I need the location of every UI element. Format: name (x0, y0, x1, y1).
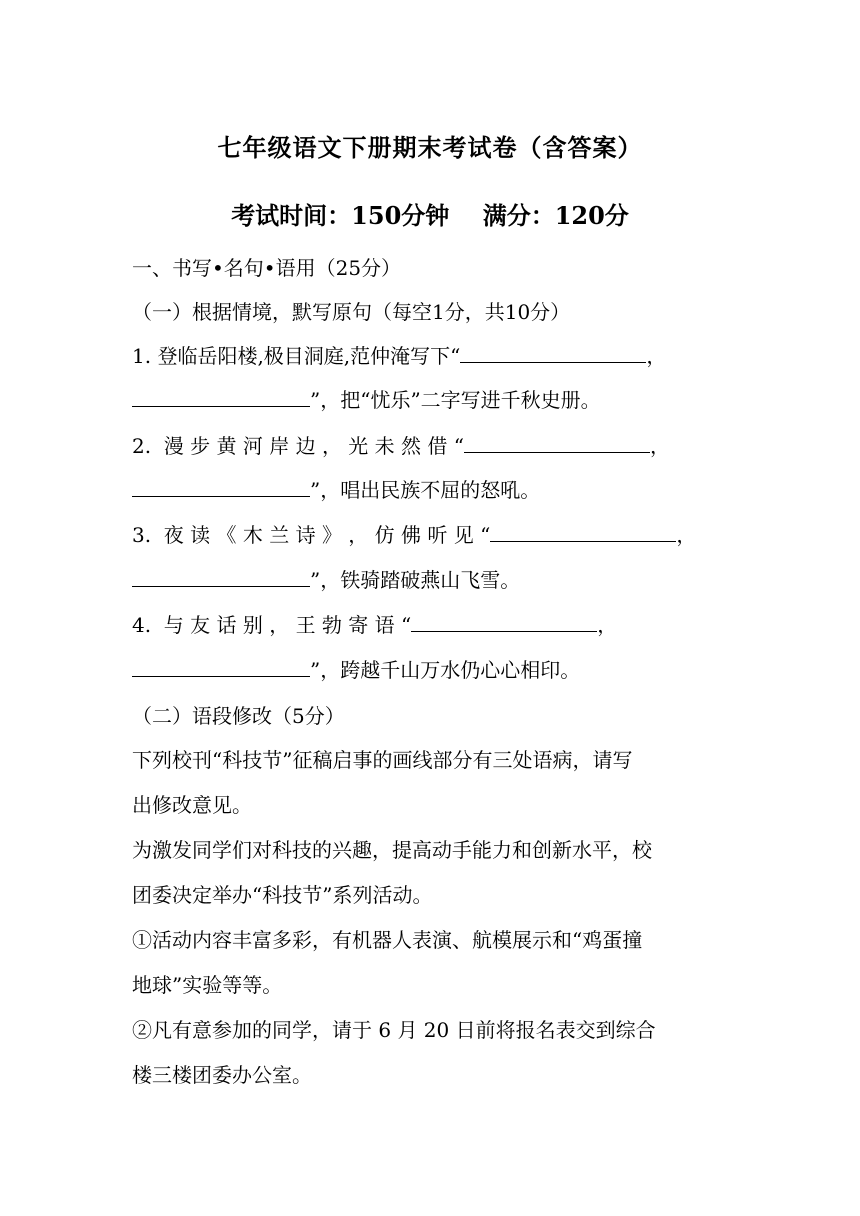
answer-blank (132, 476, 310, 497)
question-4-line2 (132, 656, 732, 684)
question-3-suffix: ”，铁骑踏破燕山飞雪。 (310, 568, 521, 592)
item-2-line-2: 楼三楼团委办公室。 (132, 1063, 312, 1087)
instruction-line-2: 出修改意见。 (132, 793, 252, 817)
question-1-comma: ， (646, 344, 667, 368)
question-4-prefix: 4. 与 友 话 别 ， 王 勃 寄 语 “ (132, 613, 412, 637)
question-2-comma: ， (649, 434, 670, 458)
exam-title: 七年级语文下册期末考试卷（含答案） (217, 133, 643, 162)
item-1-line-1: ①活动内容丰富多彩，有机器人表演、航模展示和“鸡蛋撞 (132, 928, 643, 952)
answer-blank (490, 521, 676, 542)
question-2-line2 (132, 476, 732, 504)
question-3-line2 (132, 566, 732, 594)
item-1-line-2: 地球”实验等等。 (132, 973, 283, 997)
answer-blank (464, 432, 650, 453)
passage-line-2: 团委决定举办“科技节”系列活动。 (132, 883, 433, 907)
answer-blank (460, 342, 646, 363)
question-1-line1 (132, 342, 732, 370)
answer-blank (132, 566, 310, 587)
exam-subtitle: 考试时间：150分钟 满分：120分 (231, 201, 629, 230)
question-4-suffix: ”，跨越千山万水仍心心相印。 (310, 658, 581, 682)
question-2-suffix: ”，唱出民族不屈的怒吼。 (310, 478, 541, 502)
answer-blank (132, 386, 310, 407)
answer-blank (132, 656, 310, 677)
question-1-line2 (132, 386, 732, 414)
part1-heading: （一）根据情境，默写原句（每空1分，共10分） (132, 300, 571, 324)
question-4-line1 (132, 611, 732, 639)
question-4-comma: ， (597, 613, 618, 637)
instruction-line-1: 下列校刊“科技节”征稿启事的画线部分有三处语病，请写 (132, 748, 633, 772)
question-3-comma: ， (676, 523, 697, 547)
section1-heading: 一、书写•名句•语用（25分） (132, 256, 402, 280)
part2-heading: （二）语段修改（5分） (132, 704, 345, 728)
question-1-prefix: 1. 登临岳阳楼,极目洞庭,范仲淹写下“ (132, 344, 461, 368)
item-2-line-1: ②凡有意参加的同学，请于 6 月 20 日前将报名表交到综合 (132, 1018, 656, 1042)
question-1-suffix: ”，把“忧乐”二字写进千秋史册。 (310, 388, 601, 412)
question-2-line1 (132, 432, 732, 460)
question-3-line1 (132, 521, 732, 549)
answer-blank (411, 611, 597, 632)
question-2-prefix: 2. 漫 步 黄 河 岸 边 ， 光 未 然 借 “ (132, 434, 464, 458)
passage-line-1: 为激发同学们对科技的兴趣，提高动手能力和创新水平，校 (132, 838, 652, 862)
question-3-prefix: 3. 夜 读 《 木 兰 诗 》 ， 仿 佛 听 见 “ (132, 523, 491, 547)
